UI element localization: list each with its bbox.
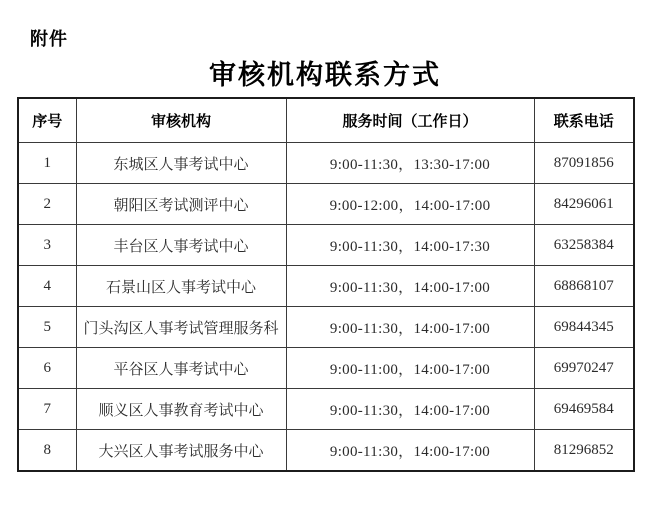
cell-serial: 6 [18,348,76,389]
column-header-serial: 序号 [18,98,76,143]
cell-phone: 84296061 [534,184,634,225]
cell-hours: 9:00-11:30，14:00-17:30 [286,225,534,266]
column-header-hours: 服务时间（工作日） [286,98,534,143]
cell-serial: 2 [18,184,76,225]
cell-phone: 69970247 [534,348,634,389]
cell-phone: 68868107 [534,266,634,307]
cell-org: 门头沟区人事考试管理服务科 [76,307,286,348]
table-row [18,184,634,225]
cell-phone: 69844345 [534,307,634,348]
cell-serial: 7 [18,389,76,430]
table-row [18,266,634,307]
cell-phone: 87091856 [534,143,634,184]
cell-org: 丰台区人事考试中心 [76,225,286,266]
table-row [18,225,634,266]
attachment-label: 附件 [30,29,68,49]
cell-serial: 4 [18,266,76,307]
cell-hours: 9:00-11:30，14:00-17:00 [286,430,534,472]
cell-phone: 63258384 [534,225,634,266]
cell-org: 石景山区人事考试中心 [76,266,286,307]
page-title: 审核机构联系方式 [209,60,441,90]
table-row [18,143,634,184]
cell-phone: 81296852 [534,430,634,472]
cell-hours: 9:00-12:00，14:00-17:00 [286,184,534,225]
column-header-org: 审核机构 [76,98,286,143]
cell-org: 朝阳区考试测评中心 [76,184,286,225]
cell-serial: 8 [18,430,76,472]
cell-serial: 1 [18,143,76,184]
cell-hours: 9:00-11:30，13:30-17:00 [286,143,534,184]
cell-hours: 9:00-11:30，14:00-17:00 [286,266,534,307]
contact-table [17,97,635,472]
table-row [18,389,634,430]
cell-serial: 5 [18,307,76,348]
cell-hours: 9:00-11:30，14:00-17:00 [286,307,534,348]
table-row [18,348,634,389]
cell-org: 大兴区人事考试服务中心 [76,430,286,472]
cell-org: 顺义区人事教育考试中心 [76,389,286,430]
cell-org: 东城区人事考试中心 [76,143,286,184]
cell-hours: 9:00-11:00，14:00-17:00 [286,348,534,389]
table-row [18,307,634,348]
column-header-phone: 联系电话 [534,98,634,143]
cell-hours: 9:00-11:30，14:00-17:00 [286,389,534,430]
table-header-row [18,98,634,143]
cell-serial: 3 [18,225,76,266]
table-row [18,430,634,472]
cell-phone: 69469584 [534,389,634,430]
cell-org: 平谷区人事考试中心 [76,348,286,389]
